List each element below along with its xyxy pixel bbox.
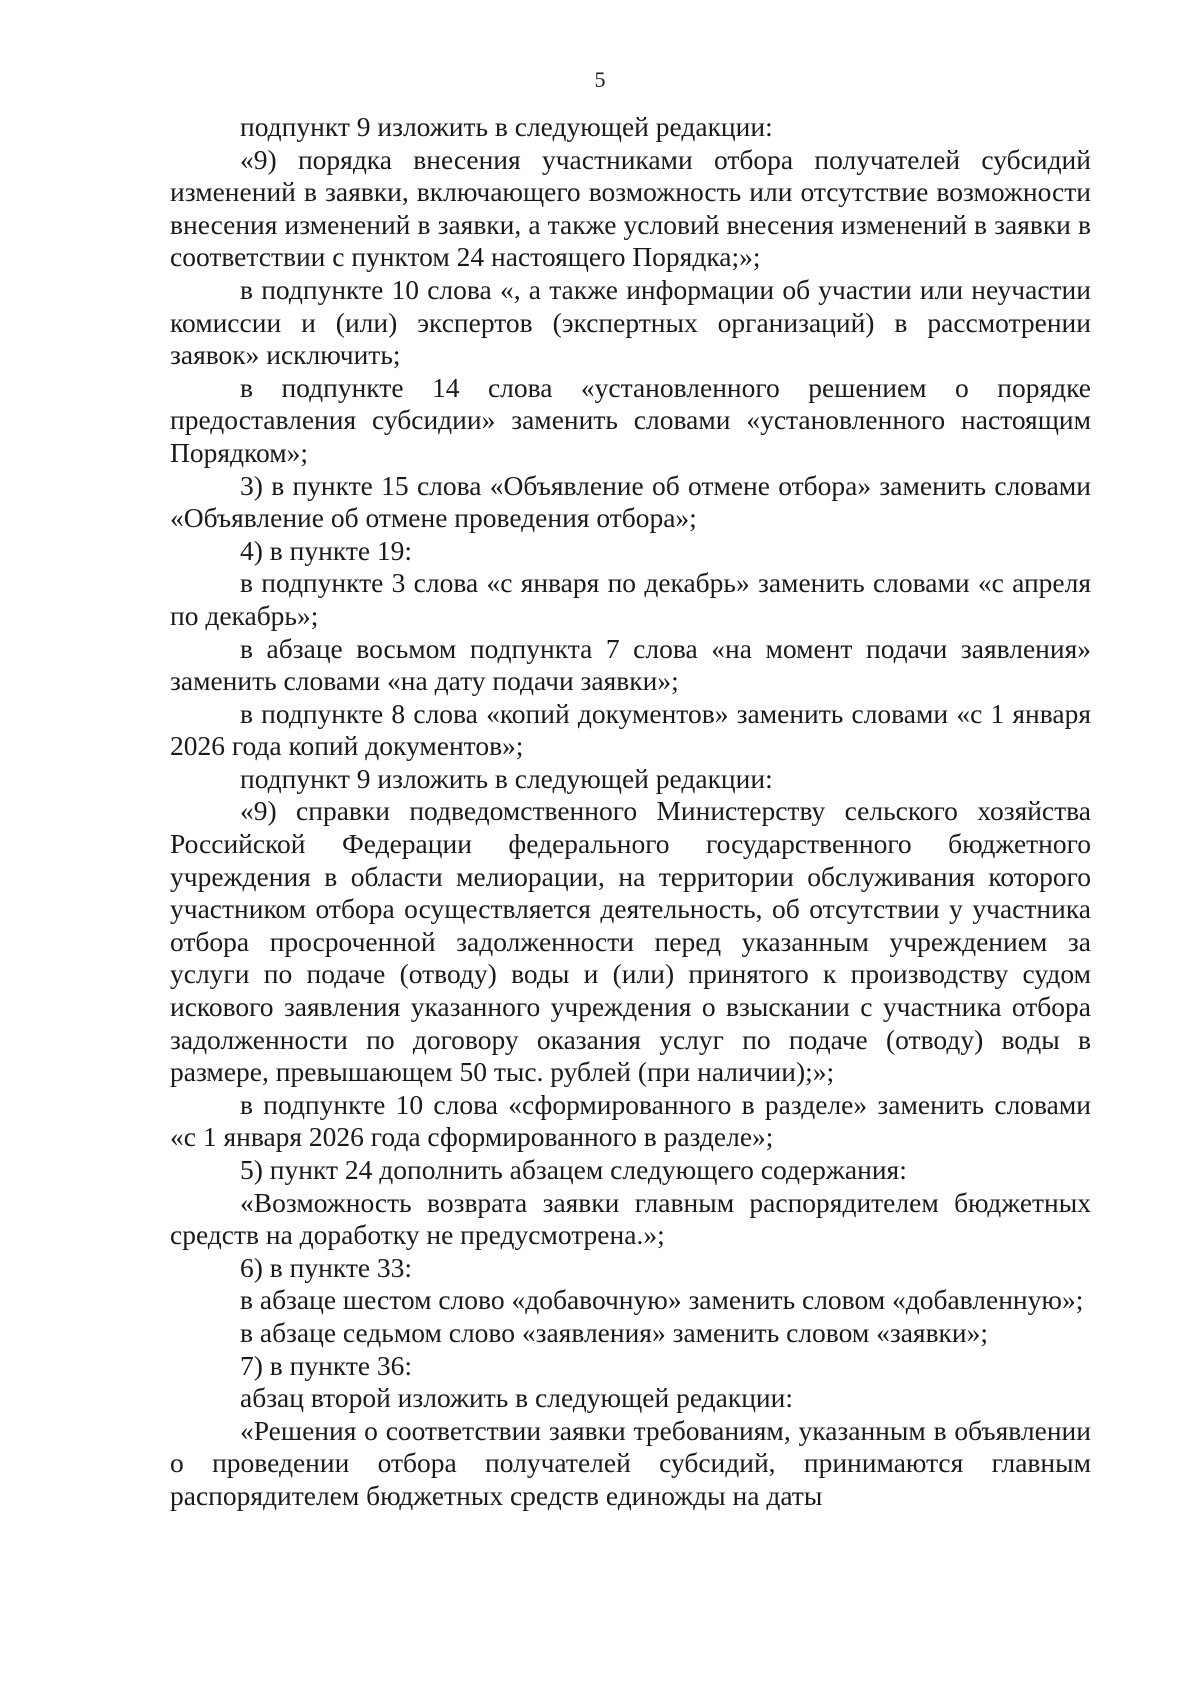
paragraph: в подпункте 10 слова «сформированного в разделе» заменить словами «с 1 января 2026 года сформированного в разделе»; — [170, 1088, 1091, 1153]
document-body — [170, 111, 1091, 1513]
paragraph: в подпункте 14 слова «установленного решением о порядке предоставления субсидии» заменить словами «установленного настоящим Порядком»; — [170, 371, 1091, 468]
paragraph: в абзаце шестом слово «добавочную» заменить словом «добавленную»; — [240, 1284, 1084, 1316]
paragraph: 4) в пункте 19: — [240, 534, 413, 566]
paragraph: в абзаце седьмом слово «заявления» заменить словом «заявки»; — [240, 1316, 989, 1348]
paragraph: 7) в пункте 36: — [240, 1349, 413, 1381]
paragraph: 5) пункт 24 дополнить абзацем следующего содержания: — [240, 1154, 907, 1185]
paragraph: в подпункте 8 слова «копий документов» заменить словами «с 1 января 2026 года копий документов»; — [170, 697, 1091, 762]
paragraph: «Возможность возврата заявки главным распорядителем бюджетных средств на доработку не предусмотрена.»; — [170, 1186, 1091, 1251]
paragraph: в подпункте 3 слова «с января по декабрь» заменить словами «с апреля по декабрь»; — [170, 567, 1091, 631]
paragraph: в абзаце восьмом подпункта 7 слова «на момент подачи заявления» заменить словами «на дату подачи заявки»; — [170, 632, 1091, 697]
paragraph: в подпункте 10 слова «, а также информации об участии или неучастии комиссии и (или) экспертов (экспертных организаций) в рассмотрении заявок» исключить; — [170, 273, 1091, 371]
paragraph: «Решения о соответствии заявки требованиям, указанным в объявлении о проведении отбора получателей субсидий, принимаются главным распорядителем бюджетных средств единожды на даты — [170, 1414, 1091, 1511]
page-number: 5 — [594, 67, 606, 92]
paragraph: 6) в пункте 33: — [240, 1251, 413, 1283]
paragraph: «9) порядка внесения участниками отбора получателей субсидий изменений в заявки, включающего возможность или отсутствие возможности внесения изменений в заявки, а также условий внесения изменений в заявки в соответствии с пунктом 24 настоящего Порядка;»; — [170, 143, 1091, 273]
paragraph: 3) в пункте 15 слова «Объявление об отмене отбора» заменить словами «Объявление об отмене проведения отбора»; — [170, 469, 1091, 534]
paragraph: подпункт 9 изложить в следующей редакции: — [240, 762, 773, 794]
paragraph: абзац второй изложить в следующей редакции: — [240, 1382, 794, 1414]
paragraph: подпункт 9 изложить в следующей редакции: — [240, 111, 773, 142]
paragraph: «9) справки подведомственного Министерству сельского хозяйства Российской Федерации федерального государственного бюджетного учреждения в области мелиорации, на территории обслуживания которого участником отбора осуществляется деятельность, об отсутствии у участника отбора просроченной задолженности перед указанным учреждением за услуги по подаче (отводу) воды и (или) принятого к производству судом искового заявления указанного учреждения о взыскании с участника отбора задолженности по договору оказания услуг по подаче (отводу) воды в размере, превышающем 50 тыс. рублей (при наличии);»; — [170, 795, 1091, 1088]
